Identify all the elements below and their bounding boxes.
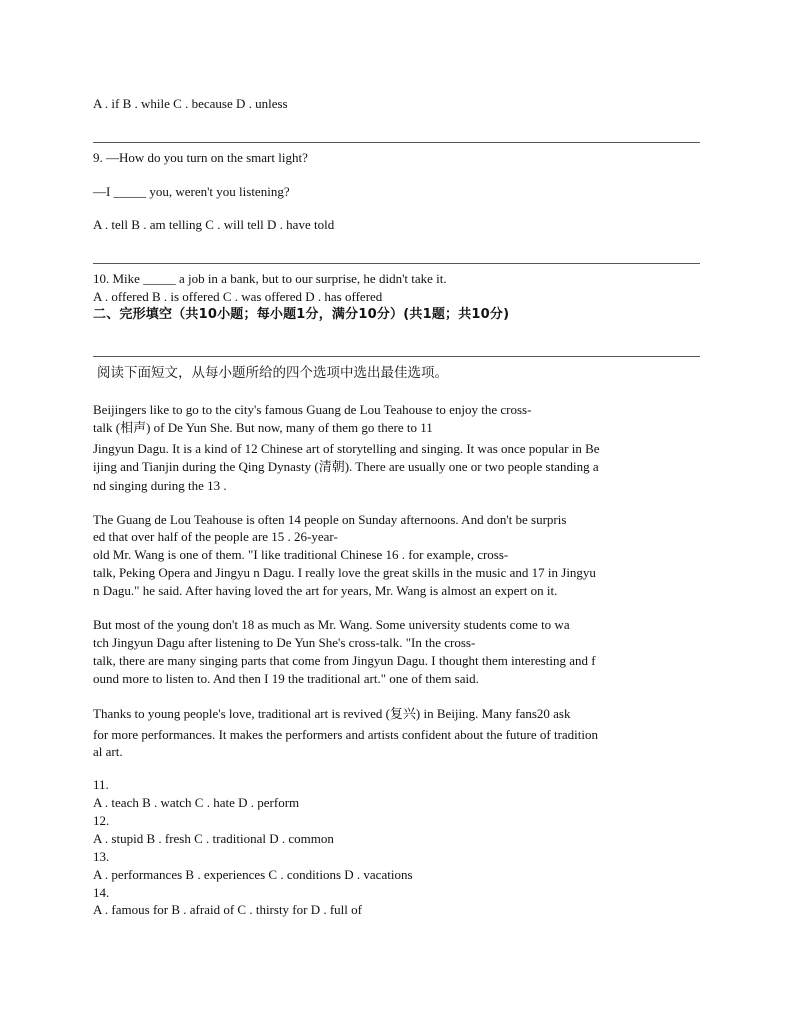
blank-options: A . famous for B . afraid of C . thirsty for D . full of: [93, 902, 362, 917]
q9-options: A . tell B . am telling C . will tell D . have told: [93, 217, 335, 232]
section-instruction: 阅读下面短文，从每小题所给的四个选项中选出最佳选项。: [97, 365, 448, 381]
divider: [93, 263, 700, 264]
passage-line: old Mr. Wang is one of them. "I like traditional Chinese 16 . for example, cross-: [93, 547, 509, 562]
passage-line: ound more to listen to. And then I 19 the traditional art." one of them said.: [93, 671, 479, 686]
blank-options: A . stupid B . fresh C . traditional D . common: [93, 831, 334, 846]
passage-line: al art.: [93, 744, 123, 759]
passage-line: The Guang de Lou Teahouse is often 14 people on Sunday afternoons. And don't be surpris: [93, 512, 567, 527]
passage-line: talk (相声) of De Yun She. But now, many of them go there to 11: [93, 420, 433, 435]
passage-line: nd singing during the 13 .: [93, 478, 227, 493]
passage-line: tch Jingyun Dagu after listening to De Yun She's cross-talk. "In the cross-: [93, 635, 476, 650]
blank-number: 14.: [93, 885, 110, 900]
passage-line: ijing and Tianjin during the Qing Dynasty (清朝). There are usually one or two people standing a: [93, 459, 599, 474]
blank-options: A . performances B . experiences C . conditions D . vacations: [93, 867, 413, 882]
blank-number: 13.: [93, 849, 110, 864]
passage-line: ed that over half of the people are 15 . 26-year-: [93, 529, 338, 544]
passage-line: Thanks to young people's love, traditional art is revived (复兴) in Beijing. Many fans20 ask: [93, 706, 571, 721]
blank-options: A . teach B . watch C . hate D . perform: [93, 795, 300, 810]
divider: [93, 142, 700, 143]
q10-options: A . offered B . is offered C . was offered D . has offered: [93, 289, 383, 304]
q9-response: —I _____ you, weren't you listening?: [93, 184, 290, 199]
passage-line: Beijingers like to go to the city's famous Guang de Lou Teahouse to enjoy the cross-: [93, 402, 532, 417]
passage-line: talk, Peking Opera and Jingyu n Dagu. I really love the great skills in the music and 17 in Jingyu: [93, 565, 596, 580]
q8-options: A . if B . while C . because D . unless: [93, 96, 288, 111]
passage-line: talk, there are many singing parts that come from Jingyun Dagu. I thought them interesting and f: [93, 653, 596, 668]
passage-line: But most of the young don't 18 as much as Mr. Wang. Some university students come to wa: [93, 617, 570, 632]
passage-line: Jingyun Dagu. It is a kind of 12 Chinese art of storytelling and singing. It was once popular in Be: [93, 441, 600, 456]
blank-number: 11.: [93, 777, 109, 792]
passage-line: for more performances. It makes the performers and artists confident about the future of tradition: [93, 727, 599, 742]
section-heading: 二、完形填空（共10小题；每小题1分，满分10分）(共1题；共10分): [93, 307, 510, 322]
q10-question: 10. Mike _____ a job in a bank, but to our surprise, he didn't take it.: [93, 271, 447, 286]
passage-line: n Dagu." he said. After having loved the art for years, Mr. Wang is almost an expert on it.: [93, 583, 558, 598]
divider: [93, 356, 700, 357]
q9-question: 9. —How do you turn on the smart light?: [93, 150, 308, 165]
blank-number: 12.: [93, 813, 110, 828]
